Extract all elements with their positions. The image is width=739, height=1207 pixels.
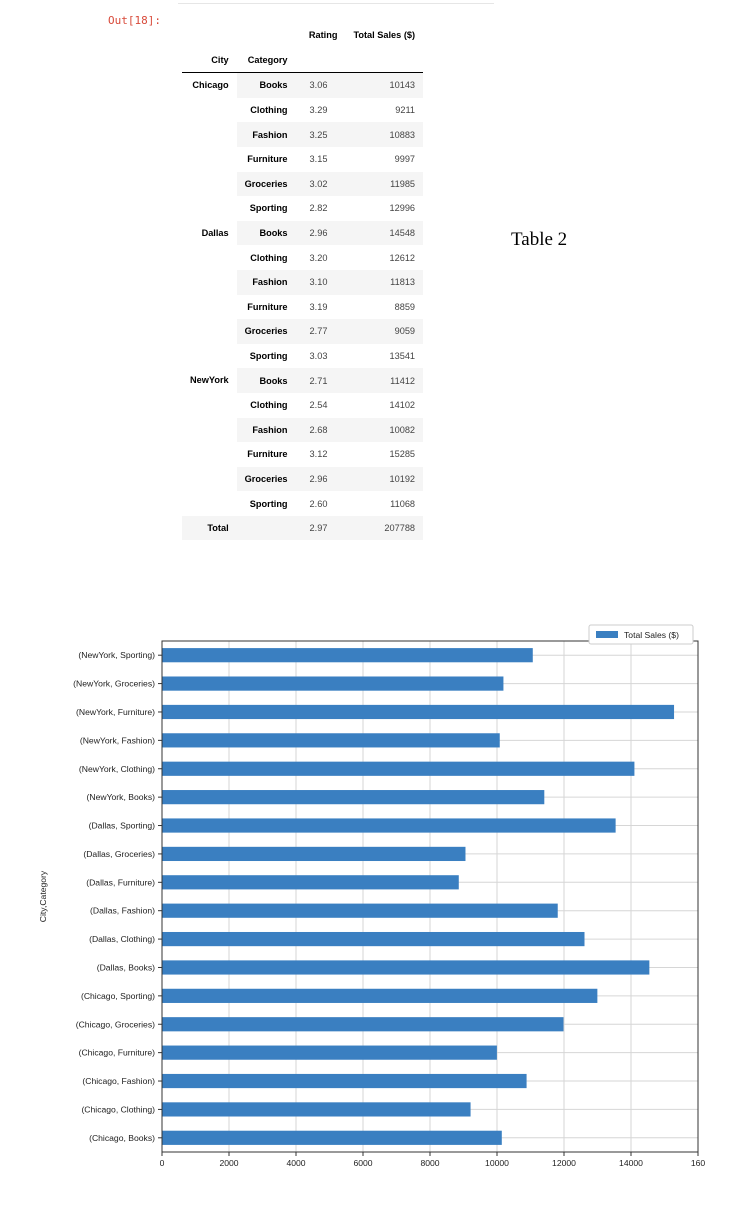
cell-sales: 14102 [389, 400, 416, 411]
y-tick-label: (Chicago, Clothing) [81, 1104, 155, 1115]
y-tick-label: (Chicago, Groceries) [75, 1019, 155, 1030]
bar [162, 818, 616, 832]
bar [162, 676, 503, 690]
y-tick-label: (Dallas, Furniture) [86, 877, 155, 888]
table-row [182, 221, 423, 246]
row-index-category: Clothing [250, 105, 288, 116]
bar [162, 1102, 471, 1116]
row-index-category: Clothing [250, 252, 288, 263]
cell-sales: 10082 [389, 424, 416, 435]
cell-rating: 3.20 [309, 252, 328, 263]
output-prompt: Out[18]: [108, 14, 161, 27]
x-tick-label: 12000 [552, 1158, 576, 1168]
bar [162, 904, 558, 918]
y-tick-label: (NewYork, Furniture) [76, 706, 155, 717]
cell-rating: 3.10 [309, 277, 328, 288]
cell-sales: 10143 [345, 73, 423, 98]
empty-header [345, 48, 423, 73]
y-tick-label: (Dallas, Books) [96, 962, 155, 973]
cell-rating: 3.03 [309, 351, 328, 362]
row-index-category: Books [237, 73, 296, 98]
cell-rating: 2.71 [309, 375, 328, 386]
bar [162, 875, 459, 889]
bar-chart [0, 615, 739, 1195]
index-name-category: Category [247, 54, 288, 65]
row-index-category: Books [259, 375, 288, 386]
empty-header [296, 48, 346, 73]
row-index-category: Clothing [250, 400, 288, 411]
y-tick-label: (Chicago, Furniture) [78, 1047, 155, 1058]
cell-sales: 14548 [389, 228, 416, 239]
cell-rating: 3.06 [296, 73, 346, 98]
cell-sales: 9997 [394, 154, 416, 165]
cell-rating: 2.96 [309, 228, 328, 239]
cell-sales: 13541 [389, 351, 416, 362]
y-tick-label: (NewYork, Books) [86, 792, 155, 803]
index-name-city: City [211, 54, 229, 65]
cell-sales: 12612 [389, 252, 416, 263]
cell-sales: 11412 [390, 375, 416, 386]
table-row [182, 73, 423, 98]
empty-cell [237, 516, 296, 541]
row-index-category: Furniture [247, 449, 288, 460]
x-tick-label: 160 [690, 1158, 706, 1168]
row-index-city: NewYork [182, 368, 237, 516]
legend-label: Total Sales ($) [624, 630, 679, 640]
row-index-category: Fashion [252, 277, 288, 288]
bar [162, 790, 544, 804]
x-tick-label: 2000 [219, 1158, 239, 1168]
row-index-category: Fashion [252, 424, 288, 435]
x-tick-label: 6000 [353, 1158, 373, 1168]
cell-divider [178, 3, 494, 4]
table-row [182, 368, 423, 393]
bar [162, 648, 533, 662]
y-tick-label: (NewYork, Fashion) [79, 735, 155, 746]
y-tick-label: (Dallas, Sporting) [88, 820, 155, 831]
row-index-category: Furniture [247, 301, 288, 312]
y-axis-label: City,Category [38, 870, 48, 923]
y-tick-label: (Dallas, Clothing) [89, 934, 155, 945]
row-index-category: Fashion [252, 129, 288, 140]
row-index-category: Furniture [247, 154, 288, 165]
corner-header [237, 23, 296, 48]
column-header-sales: Total Sales ($) [353, 30, 416, 41]
cell-rating: 3.25 [309, 129, 328, 140]
cell-rating: 2.96 [309, 473, 328, 484]
row-index-category: Sporting [249, 498, 288, 509]
y-tick-label: (Chicago, Fashion) [82, 1076, 155, 1087]
total-label: Total [207, 523, 229, 534]
bar [162, 847, 465, 861]
y-tick-label: (Dallas, Groceries) [83, 848, 155, 859]
bar [162, 932, 585, 946]
row-index-category: Sporting [249, 351, 288, 362]
x-tick-label: 4000 [286, 1158, 306, 1168]
y-tick-label: (Chicago, Books) [89, 1132, 155, 1143]
row-index-city: Dallas [182, 221, 237, 369]
y-tick-label: (Dallas, Fashion) [90, 905, 155, 916]
cell-rating: 3.15 [309, 154, 328, 165]
total-rating: 2.97 [309, 523, 328, 534]
x-tick-label: 10000 [485, 1158, 509, 1168]
y-tick-label: (NewYork, Sporting) [78, 650, 155, 661]
row-index-category: Sporting [249, 203, 288, 214]
cell-sales: 11985 [390, 178, 416, 189]
bar [162, 705, 674, 719]
y-tick-label: (NewYork, Groceries) [73, 678, 155, 689]
cell-sales: 10883 [389, 129, 416, 140]
cell-sales: 10192 [389, 473, 416, 484]
corner-header [182, 23, 237, 48]
x-tick-label: 8000 [420, 1158, 440, 1168]
bar [162, 1074, 527, 1088]
cell-sales: 9059 [394, 326, 416, 337]
x-tick-label: 14000 [619, 1158, 643, 1168]
table-caption: Table 2 [511, 229, 568, 250]
index-name-row [182, 48, 423, 73]
cell-sales: 12996 [389, 203, 416, 214]
total-row [182, 516, 423, 541]
bar [162, 762, 634, 776]
column-header-row [182, 23, 423, 48]
cell-rating: 3.29 [309, 105, 328, 116]
cell-sales: 11068 [390, 498, 416, 509]
bar [162, 989, 597, 1003]
row-index-category: Books [259, 228, 288, 239]
cell-rating: 3.12 [309, 449, 328, 460]
cell-rating: 2.77 [309, 326, 328, 337]
bar [162, 1046, 497, 1060]
total-sales: 207788 [384, 523, 416, 534]
cell-rating: 2.54 [309, 400, 328, 411]
table-body [182, 73, 423, 541]
bar [162, 960, 649, 974]
y-tick-label: (Chicago, Sporting) [80, 990, 155, 1001]
row-index-city: Chicago [182, 73, 237, 221]
cell-sales: 9211 [395, 105, 416, 116]
row-index-category: Groceries [244, 473, 288, 484]
row-index-category: Groceries [244, 178, 288, 189]
row-index-category: Groceries [244, 326, 288, 337]
cell-sales: 15285 [389, 449, 416, 460]
bar [162, 733, 500, 747]
y-tick-label: (NewYork, Clothing) [78, 763, 155, 774]
cell-rating: 3.02 [309, 178, 328, 189]
bar [162, 1131, 502, 1145]
dataframe-table [182, 23, 423, 540]
cell-rating: 2.68 [309, 424, 328, 435]
cell-sales: 11813 [390, 277, 416, 288]
x-tick-label: 0 [159, 1158, 165, 1168]
legend-swatch [596, 631, 618, 638]
bar [162, 1017, 563, 1031]
cell-sales: 8859 [394, 301, 416, 312]
cell-rating: 3.19 [309, 301, 328, 312]
column-header-rating: Rating [308, 30, 338, 41]
cell-rating: 2.82 [309, 203, 328, 214]
cell-rating: 2.60 [309, 498, 328, 509]
